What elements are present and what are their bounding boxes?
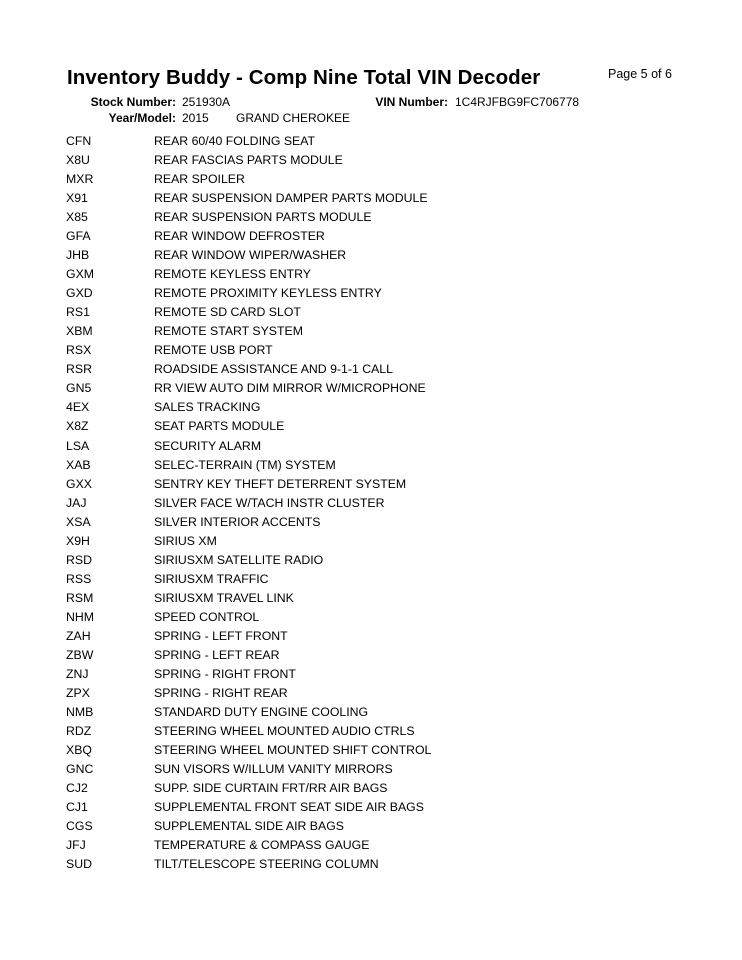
option-description: SELEC-TERRAIN (TM) SYSTEM: [154, 457, 336, 472]
option-row: [0, 379, 742, 398]
option-row: [0, 265, 742, 284]
option-code-list: [0, 132, 742, 874]
option-description: SEAT PARTS MODULE: [154, 419, 285, 434]
option-code: GXD: [66, 286, 93, 301]
option-code: X8U: [66, 153, 90, 168]
option-row: [0, 398, 742, 417]
vin-number-label: VIN Number:: [375, 95, 448, 109]
option-row: [0, 437, 742, 456]
option-description: SPRING - LEFT REAR: [154, 647, 280, 662]
option-description: SIRIUS XM: [154, 533, 217, 548]
option-row: [0, 284, 742, 303]
option-description: STANDARD DUTY ENGINE COOLING: [154, 704, 369, 719]
option-code: GN5: [66, 381, 92, 396]
option-row: [0, 855, 742, 874]
option-code: XBQ: [66, 743, 92, 757]
option-description: SIRIUSXM SATELLITE RADIO: [154, 552, 324, 567]
option-code: JFJ: [66, 838, 86, 853]
option-description: TEMPERATURE & COMPASS GAUGE: [154, 838, 370, 853]
option-code: ZNJ: [66, 666, 89, 681]
option-code: RSR: [66, 362, 92, 377]
option-description: SENTRY KEY THEFT DETERRENT SYSTEM: [154, 476, 407, 491]
option-description: REAR WINDOW DEFROSTER: [154, 229, 325, 244]
option-code: JAJ: [66, 495, 87, 510]
option-row: [0, 665, 742, 684]
option-row: [0, 417, 742, 436]
option-description: SUPP. SIDE CURTAIN FRT/RR AIR BAGS: [154, 781, 388, 796]
option-row: [0, 627, 742, 646]
option-code: GNC: [66, 762, 94, 777]
vin-number-value: 1C4RJFBG9FC706778: [455, 95, 580, 109]
option-code: RSD: [66, 552, 92, 567]
option-code: RSM: [66, 590, 94, 605]
option-row: [0, 227, 742, 246]
stock-number-label: Stock Number:: [90, 95, 176, 109]
option-row: [0, 132, 742, 151]
option-row: [0, 170, 742, 189]
option-row: [0, 456, 742, 475]
option-code: MXR: [66, 172, 94, 187]
option-code: SUD: [66, 857, 92, 872]
option-code: ZBW: [66, 647, 94, 662]
document-title: Inventory Buddy - Comp Nine Total VIN Decoder: [67, 66, 541, 89]
option-code: ZAH: [66, 628, 91, 643]
option-code: X85: [66, 210, 88, 225]
option-code: GFA: [66, 229, 91, 244]
option-row: [0, 341, 742, 360]
option-description: SPRING - LEFT FRONT: [154, 628, 288, 643]
option-row: [0, 779, 742, 798]
option-description: REMOTE START SYSTEM: [154, 324, 303, 339]
option-description: REAR WINDOW WIPER/WASHER: [154, 248, 347, 263]
option-description: SPEED CONTROL: [154, 609, 260, 624]
option-row: [0, 532, 742, 551]
option-row: [0, 798, 742, 817]
option-description: STEERING WHEEL MOUNTED SHIFT CONTROL: [154, 743, 432, 757]
option-row: [0, 646, 742, 665]
option-row: [0, 189, 742, 208]
option-description: SECURITY ALARM: [154, 438, 262, 453]
option-code: X9H: [66, 533, 90, 548]
option-row: [0, 817, 742, 836]
option-description: SIRIUSXM TRAVEL LINK: [154, 590, 294, 605]
option-description: SUPPLEMENTAL SIDE AIR BAGS: [154, 819, 344, 834]
option-description: REAR FASCIAS PARTS MODULE: [154, 153, 343, 168]
option-row: [0, 513, 742, 532]
option-description: SUN VISORS W/ILLUM VANITY MIRRORS: [154, 762, 393, 777]
option-row: [0, 703, 742, 722]
option-description: SALES TRACKING: [154, 400, 261, 415]
option-description: REAR 60/40 FOLDING SEAT: [154, 134, 316, 148]
option-row: [0, 494, 742, 513]
option-description: RR VIEW AUTO DIM MIRROR W/MICROPHONE: [154, 381, 426, 396]
year-value: 2015: [182, 111, 209, 125]
option-code: XAB: [66, 457, 91, 472]
option-code: XBM: [66, 324, 93, 339]
option-code: LSA: [66, 438, 90, 453]
option-code: GXX: [66, 476, 92, 491]
option-description: REMOTE SD CARD SLOT: [154, 305, 301, 320]
option-description: SPRING - RIGHT REAR: [154, 685, 288, 700]
model-value: GRAND CHEROKEE: [236, 111, 351, 125]
option-description: ROADSIDE ASSISTANCE AND 9-1-1 CALL: [154, 362, 393, 377]
option-code: X91: [66, 191, 88, 206]
option-row: [0, 608, 742, 627]
option-description: SILVER FACE W/TACH INSTR CLUSTER: [154, 495, 385, 510]
option-code: XSA: [66, 514, 91, 529]
option-code: X8Z: [66, 419, 89, 434]
option-row: [0, 208, 742, 227]
option-code: GXM: [66, 267, 95, 282]
option-code: 4EX: [66, 400, 90, 415]
option-description: SILVER INTERIOR ACCENTS: [154, 514, 321, 529]
option-description: TILT/TELESCOPE STEERING COLUMN: [154, 857, 379, 872]
option-description: STEERING WHEEL MOUNTED AUDIO CTRLS: [154, 723, 415, 738]
option-code: NMB: [66, 704, 94, 719]
year-model-label: Year/Model:: [108, 111, 176, 125]
option-code: NHM: [66, 609, 95, 624]
option-row: [0, 322, 742, 341]
option-code: ZPX: [66, 685, 90, 700]
option-description: SIRIUSXM TRAFFIC: [154, 571, 269, 586]
option-description: REAR SUSPENSION DAMPER PARTS MODULE: [154, 191, 428, 206]
option-row: [0, 360, 742, 379]
option-row: [0, 722, 742, 741]
option-row: [0, 246, 742, 265]
option-row: [0, 741, 742, 760]
option-description: REMOTE USB PORT: [154, 343, 273, 358]
option-code: RS1: [66, 305, 90, 320]
option-code: CJ1: [66, 800, 88, 815]
option-row: [0, 151, 742, 170]
option-row: [0, 760, 742, 779]
option-description: REAR SPOILER: [154, 172, 245, 187]
option-row: [0, 303, 742, 322]
option-row: [0, 684, 742, 703]
option-row: [0, 836, 742, 855]
option-row: [0, 551, 742, 570]
option-row: [0, 589, 742, 608]
option-description: REMOTE KEYLESS ENTRY: [154, 267, 311, 282]
option-code: CFN: [66, 134, 92, 148]
option-description: SUPPLEMENTAL FRONT SEAT SIDE AIR BAGS: [154, 800, 424, 815]
page-number: Page 5 of 6: [608, 67, 672, 81]
option-code: JHB: [66, 248, 90, 263]
option-description: SPRING - RIGHT FRONT: [154, 666, 296, 681]
option-code: RSX: [66, 343, 92, 358]
option-row: [0, 570, 742, 589]
option-code: CGS: [66, 819, 93, 834]
stock-number-value: 251930A: [182, 95, 231, 109]
option-code: RDZ: [66, 723, 92, 738]
option-description: REMOTE PROXIMITY KEYLESS ENTRY: [154, 286, 382, 301]
option-code: RSS: [66, 571, 92, 586]
option-row: [0, 475, 742, 494]
option-description: REAR SUSPENSION PARTS MODULE: [154, 210, 372, 225]
option-code: CJ2: [66, 781, 88, 796]
